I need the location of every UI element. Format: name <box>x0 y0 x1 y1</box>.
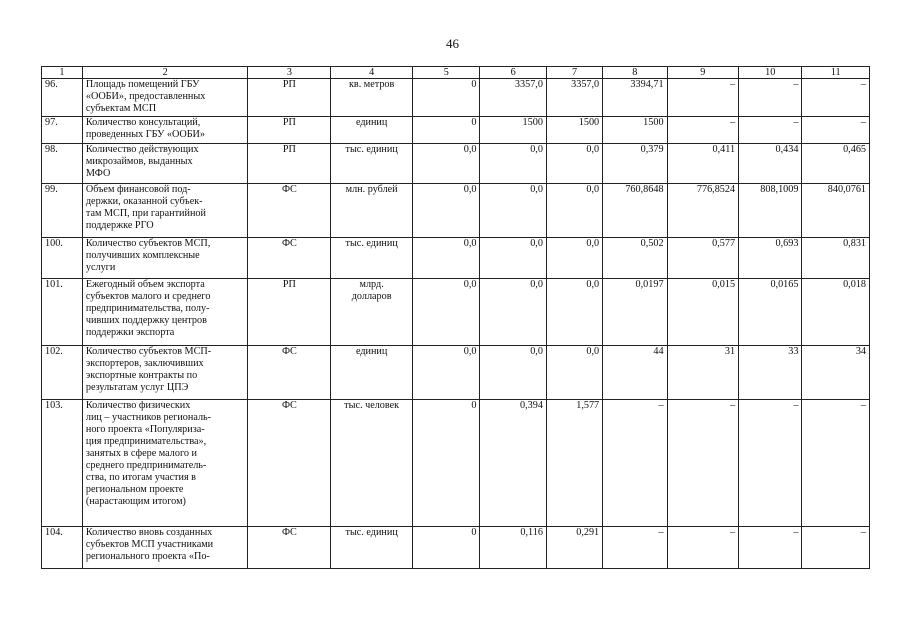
value-cell: 3357,0 <box>546 79 602 117</box>
row-number: 98. <box>42 144 83 184</box>
value-cell: 0,0 <box>413 346 480 400</box>
source-code: РП <box>248 117 331 144</box>
row-number: 104. <box>42 527 83 569</box>
value-cell: – <box>802 117 870 144</box>
table-row <box>42 79 870 117</box>
source-code: ФС <box>248 238 331 279</box>
value-cell: – <box>667 117 739 144</box>
indicators-table <box>41 66 870 569</box>
value-cell: 3394,71 <box>603 79 667 117</box>
column-header: 2 <box>82 67 248 79</box>
value-cell: 0,577 <box>667 238 739 279</box>
value-cell: 0,0 <box>546 184 602 238</box>
value-cell: 33 <box>739 346 802 400</box>
source-code: ФС <box>248 346 331 400</box>
column-header: 6 <box>480 67 546 79</box>
value-cell: 760,8648 <box>603 184 667 238</box>
indicator-name: Объем финансовой под- держки, оказанной субъек- там МСП, при гарантийной поддержке РГО <box>82 184 248 238</box>
unit: кв. метров <box>331 79 413 117</box>
source-code: ФС <box>248 527 331 569</box>
indicator-name: Площадь помещений ГБУ «ООБИ», предоставленных субъектам МСП <box>82 79 248 117</box>
unit: млрд. долларов <box>331 279 413 346</box>
value-cell: 0,291 <box>546 527 602 569</box>
value-cell: 0,831 <box>802 238 870 279</box>
value-cell: 1500 <box>603 117 667 144</box>
value-cell: 0 <box>413 400 480 527</box>
table-row <box>42 400 870 527</box>
value-cell: 0,0 <box>546 144 602 184</box>
column-number-row <box>42 67 870 79</box>
value-cell: 0,0 <box>546 279 602 346</box>
value-cell: 0,018 <box>802 279 870 346</box>
indicator-name: Количество субъектов МСП, получивших комплексные услуги <box>82 238 248 279</box>
value-cell: – <box>739 79 802 117</box>
value-cell: 0,0 <box>413 144 480 184</box>
value-cell: 0 <box>413 79 480 117</box>
column-header: 9 <box>667 67 739 79</box>
table-row <box>42 346 870 400</box>
value-cell: 31 <box>667 346 739 400</box>
indicator-name: Ежегодный объем экспорта субъектов малого и среднего предпринимательства, полу- чивших поддержку центров поддержки экспорта <box>82 279 248 346</box>
value-cell: 0,0 <box>480 144 546 184</box>
value-cell: 0,0 <box>546 346 602 400</box>
table-row <box>42 527 870 569</box>
row-number: 99. <box>42 184 83 238</box>
unit: тыс. единиц <box>331 144 413 184</box>
value-cell: 0,0 <box>413 238 480 279</box>
unit: тыс. единиц <box>331 238 413 279</box>
column-header: 8 <box>603 67 667 79</box>
value-cell: – <box>802 79 870 117</box>
source-code: РП <box>248 144 331 184</box>
row-number: 102. <box>42 346 83 400</box>
indicator-name: Количество физических лиц – участников региональ- ного проекта «Популяриза- ция предпринимательства», занятых в сфере малого и среднего предприниматель- ства, по итогам участия в региональном проекте (нарастающим итогом) <box>82 400 248 527</box>
column-header: 7 <box>546 67 602 79</box>
table-row <box>42 238 870 279</box>
value-cell: 0,0197 <box>603 279 667 346</box>
value-cell: – <box>667 79 739 117</box>
value-cell: 840,0761 <box>802 184 870 238</box>
column-header: 11 <box>802 67 870 79</box>
value-cell: 808,1009 <box>739 184 802 238</box>
page-number: 46 <box>446 36 459 51</box>
value-cell: 0,434 <box>739 144 802 184</box>
source-code: ФС <box>248 400 331 527</box>
column-header: 10 <box>739 67 802 79</box>
column-header: 5 <box>413 67 480 79</box>
column-header: 3 <box>248 67 331 79</box>
value-cell: – <box>802 527 870 569</box>
row-number: 101. <box>42 279 83 346</box>
value-cell: 34 <box>802 346 870 400</box>
value-cell: 0,0 <box>480 346 546 400</box>
row-number: 100. <box>42 238 83 279</box>
value-cell: 0,693 <box>739 238 802 279</box>
table-row <box>42 117 870 144</box>
value-cell: 0,502 <box>603 238 667 279</box>
row-number: 103. <box>42 400 83 527</box>
unit: тыс. единиц <box>331 527 413 569</box>
value-cell: 0,0 <box>480 279 546 346</box>
source-code: РП <box>248 79 331 117</box>
value-cell: – <box>739 527 802 569</box>
value-cell: 1500 <box>546 117 602 144</box>
value-cell: 0,0 <box>480 238 546 279</box>
indicator-name: Количество действующих микрозаймов, выданных МФО <box>82 144 248 184</box>
column-header: 4 <box>331 67 413 79</box>
indicator-name: Количество субъектов МСП- экспортеров, заключивших экспортные контракты по результатам услуг ЦПЭ <box>82 346 248 400</box>
unit: тыс. человек <box>331 400 413 527</box>
source-code: ФС <box>248 184 331 238</box>
column-header: 1 <box>42 67 83 79</box>
value-cell: 776,8524 <box>667 184 739 238</box>
unit: единиц <box>331 346 413 400</box>
value-cell: – <box>739 400 802 527</box>
table-row <box>42 144 870 184</box>
value-cell: 0,379 <box>603 144 667 184</box>
source-code: РП <box>248 279 331 346</box>
value-cell: 0,015 <box>667 279 739 346</box>
value-cell: 0,465 <box>802 144 870 184</box>
indicator-name: Количество вновь созданных субъектов МСП участниками регионального проекта «По- <box>82 527 248 569</box>
value-cell: 0,0 <box>546 238 602 279</box>
value-cell: 0 <box>413 527 480 569</box>
value-cell: 0,0 <box>413 279 480 346</box>
value-cell: 0,0 <box>413 184 480 238</box>
value-cell: 0,0165 <box>739 279 802 346</box>
value-cell: 0,394 <box>480 400 546 527</box>
value-cell: 0 <box>413 117 480 144</box>
unit: млн. рублей <box>331 184 413 238</box>
value-cell: – <box>667 400 739 527</box>
value-cell: – <box>603 527 667 569</box>
value-cell: 0,411 <box>667 144 739 184</box>
value-cell: – <box>667 527 739 569</box>
value-cell: 1500 <box>480 117 546 144</box>
row-number: 97. <box>42 117 83 144</box>
value-cell: – <box>739 117 802 144</box>
value-cell: – <box>802 400 870 527</box>
unit: единиц <box>331 117 413 144</box>
value-cell: 0,0 <box>480 184 546 238</box>
table-row <box>42 184 870 238</box>
row-number: 96. <box>42 79 83 117</box>
table-row <box>42 279 870 346</box>
value-cell: 44 <box>603 346 667 400</box>
value-cell: 0,116 <box>480 527 546 569</box>
value-cell: – <box>603 400 667 527</box>
value-cell: 1,577 <box>546 400 602 527</box>
indicator-name: Количество консультаций, проведенных ГБУ «ООБИ» <box>82 117 248 144</box>
value-cell: 3357,0 <box>480 79 546 117</box>
